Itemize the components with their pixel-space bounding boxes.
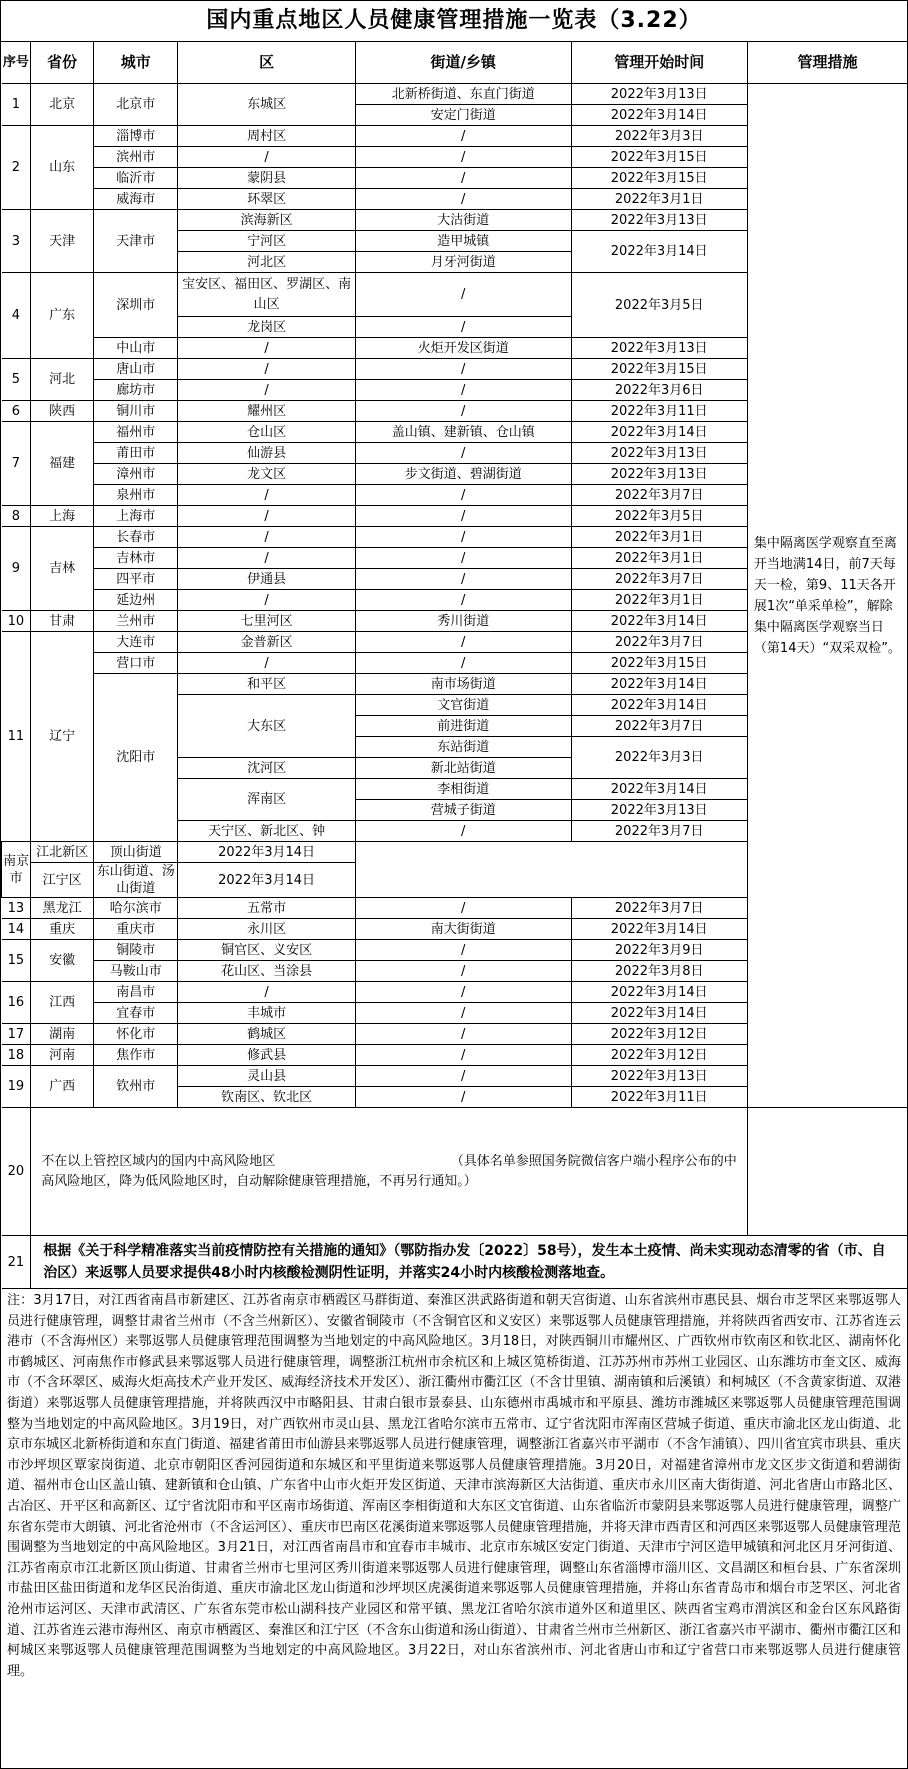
cell-date: 2022年3月13日 bbox=[571, 464, 747, 485]
cell-dist: 仙游县 bbox=[178, 443, 356, 464]
cell-street: / bbox=[355, 1066, 571, 1087]
cell-dist: 龙岗区 bbox=[178, 317, 356, 338]
cell-date: 2022年3月14日 bbox=[571, 779, 747, 800]
cell-street: / bbox=[355, 273, 571, 317]
cell-dist: / bbox=[178, 338, 356, 359]
cell-date: 2022年3月5日 bbox=[571, 506, 747, 527]
cell-prov: 重庆 bbox=[31, 919, 94, 940]
cell-dist: 鹤城区 bbox=[178, 1024, 356, 1045]
cell-prov: 甘肃 bbox=[31, 611, 94, 632]
cell-dist: 仓山区 bbox=[178, 422, 356, 443]
cell-date: 2022年3月14日 bbox=[571, 695, 747, 716]
row-20-text: 不在以上管控区域内的国内中高风险地区 （具体名单参照国务院微信客户端小程序公布的中高风险地区，降为低风险地区时，自动解除健康管理措施，不再另行通知。） bbox=[31, 1108, 748, 1236]
cell-prov: 天津 bbox=[31, 210, 94, 273]
cell-date: 2022年3月6日 bbox=[571, 380, 747, 401]
header-no: 序号 bbox=[2, 42, 31, 84]
cell-dist: 大东区 bbox=[178, 695, 356, 758]
cell-dist: 沈河区 bbox=[178, 758, 356, 779]
header-measure: 管理措施 bbox=[747, 42, 907, 84]
cell-street: 新北站街道 bbox=[355, 758, 571, 779]
header-start-date: 管理开始时间 bbox=[571, 42, 747, 84]
cell-date: 2022年3月14日 bbox=[571, 982, 747, 1003]
cell-dist: 蒙阴县 bbox=[178, 168, 356, 189]
cell-city: 吉林市 bbox=[94, 548, 178, 569]
cell-city: 中山市 bbox=[94, 338, 178, 359]
cell-no: 8 bbox=[2, 506, 31, 527]
cell-dist: 宁河区 bbox=[178, 231, 356, 252]
cell-city: 漳州市 bbox=[94, 464, 178, 485]
cell-date: 2022年3月15日 bbox=[571, 147, 747, 168]
cell-city: 临沂市 bbox=[94, 168, 178, 189]
cell-dist: 五常市 bbox=[178, 898, 356, 919]
cell-date: 2022年3月7日 bbox=[571, 632, 747, 653]
table-body bbox=[2, 84, 908, 1108]
cell-date: 2022年3月9日 bbox=[571, 940, 747, 961]
cell-street: / bbox=[355, 1003, 571, 1024]
cell-street: / bbox=[355, 940, 571, 961]
cell-street: 盖山镇、建新镇、仓山镇 bbox=[355, 422, 571, 443]
cell-street: / bbox=[355, 443, 571, 464]
cell-date: 2022年3月7日 bbox=[571, 898, 747, 919]
cell-city: 哈尔滨市 bbox=[94, 898, 178, 919]
cell-street: 李相街道 bbox=[355, 779, 571, 800]
cell-city: 铜川市 bbox=[94, 401, 178, 422]
header-street: 街道/乡镇 bbox=[355, 42, 571, 84]
cell-city: 南昌市 bbox=[94, 982, 178, 1003]
cell-date: 2022年3月13日 bbox=[571, 210, 747, 231]
cell-dist: 和平区 bbox=[178, 674, 356, 695]
cell-dist: / bbox=[178, 527, 356, 548]
page-title: 国内重点地区人员健康管理措施一览表（3.22） bbox=[1, 1, 907, 42]
cell-dist: / bbox=[178, 485, 356, 506]
cell-street: / bbox=[355, 982, 571, 1003]
cell-dist: 铜官区、义安区 bbox=[178, 940, 356, 961]
cell-date: 2022年3月1日 bbox=[571, 189, 747, 210]
cell-dist: / bbox=[178, 147, 356, 168]
cell-dist: / bbox=[178, 590, 356, 611]
cell-city: 重庆市 bbox=[94, 919, 178, 940]
cell-prov: 北京 bbox=[31, 84, 94, 126]
cell-dist: 浑南区 bbox=[178, 779, 356, 821]
cell-dist: 花山区、当涂县 bbox=[178, 961, 356, 982]
cell-date: 2022年3月1日 bbox=[571, 548, 747, 569]
cell-date: 2022年3月15日 bbox=[571, 653, 747, 674]
cell-no: 4 bbox=[2, 273, 31, 359]
cell-street: / bbox=[355, 168, 571, 189]
cell-street: / bbox=[355, 898, 571, 919]
cell-date: 2022年3月5日 bbox=[571, 273, 747, 338]
cell-no: 16 bbox=[2, 982, 31, 1024]
cell-no: 3 bbox=[2, 210, 31, 273]
cell-street: 东站街道 bbox=[355, 737, 571, 758]
cell-date: 2022年3月13日 bbox=[571, 800, 747, 821]
cell-dist: 金普新区 bbox=[178, 632, 356, 653]
cell-street: 安定门街道 bbox=[355, 105, 571, 126]
cell-no: 5 bbox=[2, 359, 31, 401]
table-row bbox=[2, 84, 908, 105]
cell-dist: 河北区 bbox=[178, 252, 356, 273]
cell-city: 兰州市 bbox=[94, 611, 178, 632]
health-management-table bbox=[1, 42, 907, 1289]
cell-date: 2022年3月3日 bbox=[571, 737, 747, 779]
cell-prov: 广东 bbox=[31, 273, 94, 359]
cell-date: 2022年3月13日 bbox=[571, 1066, 747, 1087]
cell-date: 2022年3月7日 bbox=[571, 569, 747, 590]
cell-street: / bbox=[355, 1087, 571, 1108]
row-20-no: 20 bbox=[2, 1108, 31, 1236]
cell-street: 营城子街道 bbox=[355, 800, 571, 821]
cell-city: 宜春市 bbox=[94, 1003, 178, 1024]
cell-street: / bbox=[355, 126, 571, 147]
cell-street: / bbox=[355, 569, 571, 590]
cell-city: 延边州 bbox=[94, 590, 178, 611]
cell-date: 2022年3月14日 bbox=[571, 919, 747, 940]
cell-date: 2022年3月7日 bbox=[571, 485, 747, 506]
cell-no: 1 bbox=[2, 84, 31, 126]
cell-dist: / bbox=[178, 359, 356, 380]
cell-date: 2022年3月7日 bbox=[571, 821, 747, 842]
cell-city: 深圳市 bbox=[94, 273, 178, 338]
cell-date: 2022年3月8日 bbox=[571, 961, 747, 982]
cell-city: 钦州市 bbox=[94, 1066, 178, 1108]
cell-prov: 黑龙江 bbox=[31, 898, 94, 919]
row-21-text: 根据《关于科学精准落实当前疫情防控有关措施的通知》（鄂防指办发〔2022〕58号），发生本土疫情、尚未实现动态清零的省（市、自治区）来返鄂人员要求提供48小时内核酸检测阴性证明，并落实24小时内核酸检测落地查。 bbox=[31, 1236, 907, 1289]
cell-prov: 广西 bbox=[31, 1066, 94, 1108]
cell-street: 顶山街道 bbox=[94, 842, 178, 863]
cell-date: 2022年3月14日 bbox=[178, 842, 356, 863]
cell-city: 上海市 bbox=[94, 506, 178, 527]
cell-city: 营口市 bbox=[94, 653, 178, 674]
cell-date: 2022年3月11日 bbox=[571, 401, 747, 422]
cell-no: 2 bbox=[2, 126, 31, 210]
table-row-21 bbox=[2, 1236, 908, 1289]
cell-city: 焦作市 bbox=[94, 1045, 178, 1066]
header-city: 城市 bbox=[94, 42, 178, 84]
cell-city: 廊坊市 bbox=[94, 380, 178, 401]
cell-street: / bbox=[355, 506, 571, 527]
cell-dist: / bbox=[178, 380, 356, 401]
cell-street: 火炬开发区街道 bbox=[355, 338, 571, 359]
cell-date: 2022年3月14日 bbox=[571, 105, 747, 126]
cell-city: 长春市 bbox=[94, 527, 178, 548]
cell-street: 东山街道、汤山街道 bbox=[94, 863, 178, 898]
cell-date: 2022年3月13日 bbox=[571, 338, 747, 359]
cell-prov: 吉林 bbox=[31, 527, 94, 611]
cell-street: / bbox=[355, 821, 571, 842]
cell-date: 2022年3月14日 bbox=[571, 422, 747, 443]
cell-dist: / bbox=[178, 548, 356, 569]
cell-city: 莆田市 bbox=[94, 443, 178, 464]
cell-dist: 东城区 bbox=[178, 84, 356, 126]
cell-street: / bbox=[355, 527, 571, 548]
cell-street: 文官街道 bbox=[355, 695, 571, 716]
row-21-no: 21 bbox=[2, 1236, 31, 1289]
cell-street: / bbox=[355, 1045, 571, 1066]
cell-prov: 河北 bbox=[31, 359, 94, 401]
cell-dist: 周村区 bbox=[178, 126, 356, 147]
cell-prov: 江西 bbox=[31, 982, 94, 1024]
cell-street: / bbox=[355, 485, 571, 506]
cell-dist: 七里河区 bbox=[178, 611, 356, 632]
cell-city: 淄博市 bbox=[94, 126, 178, 147]
footnote: 注：3月17日，对江西省南昌市新建区、江苏省南京市栖霞区马群街道、秦淮区洪武路街道和朝天宫街道、山东省滨州市惠民县、烟台市芝罘区来鄂返鄂人员进行健康管理，调整甘肃省兰州市（不含兰州新区）、安徽省铜陵市（不含铜官区和义安区）来鄂返鄂人员健康管理措施，并将陕西省西安市、江苏省连云港市（不含海州区）来鄂返鄂人员健康管理范围调整为当地划定的中高风险地区。3月18日，对陕西铜川市耀州区、广西钦州市钦南区和钦北区、湖南怀化市鹤城区、河南焦作市修武县来鄂返鄂人员进行健康管理，调整浙江杭州市余杭区和上城区笕桥街道、江苏苏州市苏州工业园区、山东潍坊市奎文区、威海市（不含环翠区、威海火炬高技术产业开发区、威海经济技术开发区）、浙江衢州市衢江区（不含廿里镇、湖南镇和后溪镇）和柯城区（不含黄家街道、双港街道）来鄂返鄂人员健康管理措施，并将陕西汉中市略阳县、甘肃白银市景泰县、山东德州市禹城市和平原县、潍坊市潍城区来鄂返鄂人员健康管理范围调整为当地划定的中高风险地区。3月19日，对广西钦州市灵山县、黑龙江省哈尔滨市五常市、辽宁省沈阳市浑南区营城子街道、重庆市渝北区龙山街道、北京市东城区北新桥街道和东直门街道、福建省莆田市仙游县来鄂返鄂人员进行健康管理，调整浙江省嘉兴市平湖市（不含乍浦镇）、四川省宜宾市珙县、重庆市沙坪坝区覃家岗街道、北京市朝阳区香河园街道和东城区和平里街道来鄂返鄂人员健康管理措施。3月20日，对福建省漳州市龙文区步文街道和碧湖街道、福州市仓山区盖山镇、建新镇和仓山镇、广东省中山市火炬开发区街道、天津市滨海新区大沽街道、重庆市永川区南大街街道、河北省唐山市路北区、古冶区、开平区和高新区、辽宁省沈阳市和平区南市场街道、浑南区李相街道和大东区文官街道、山东省临沂市蒙阴县来鄂返鄂人员进行健康管理，调整广东省东莞市大朗镇、河北省沧州市（不含运河区）、重庆市巴南区花溪街道来鄂返鄂人员健康管理措施，并将天津市西青区和河西区来鄂返鄂人员健康管理范围调整为当地划定的中高风险地区。3月21日，对江西省南昌市和宜春市丰城市、北京市东城区安定门街道、天津市宁河区造甲城镇和河北区月牙河街道、江苏省南京市江北新区顶山街道、甘肃省兰州市七里河区秀川街道来鄂返鄂人员进行健康管理，调整山东省淄博市淄川区、文昌湖区和桓台县、广东省深圳市盐田区盐田街道和龙华区民治街道、重庆市渝北区龙山街道和沙坪坝区虎溪街道来鄂返鄂人员健康管理措施，并将山东省青岛市和烟台市芝罘区、河北省沧州市运河区、天津市武清区、广东省东莞市松山湖科技产业园区和常平镇、黑龙江省哈尔滨市道外区和道里区、陕西省宝鸡市渭滨区和金台区东风路街道、江苏省连云港市海州区、南京市栖霞区、秦淮区和江宁区（不含东山街道和汤山街道）、甘肃省兰州市兰州新区、浙江省嘉兴市平湖市、衢州市衢江区和柯城区来鄂返鄂人员健康管理范围调整为当地划定的中高风险地区。3月22日，对山东省滨州市、河北省唐山市和辽宁省营口市来鄂返鄂人员进行健康管理。 bbox=[7, 1293, 901, 1679]
cell-city: 唐山市 bbox=[94, 359, 178, 380]
table-row-20 bbox=[2, 1108, 908, 1236]
cell-street: / bbox=[355, 147, 571, 168]
cell-street: / bbox=[355, 401, 571, 422]
cell-no: 19 bbox=[2, 1066, 31, 1108]
cell-no: 18 bbox=[2, 1045, 31, 1066]
cell-dist: 伊通县 bbox=[178, 569, 356, 590]
cell-dist: 宝安区、福田区、罗湖区、南山区 bbox=[178, 273, 356, 317]
cell-city: 沈阳市 bbox=[94, 674, 178, 842]
cell-no: 7 bbox=[2, 422, 31, 506]
cell-no: 14 bbox=[2, 919, 31, 940]
cell-prov: 辽宁 bbox=[31, 632, 94, 842]
cell-date: 2022年3月3日 bbox=[571, 126, 747, 147]
cell-no: 10 bbox=[2, 611, 31, 632]
cell-city: 四平市 bbox=[94, 569, 178, 590]
cell-date: 2022年3月14日 bbox=[571, 611, 747, 632]
measure-cell: 集中隔离医学观察直至离开当地满14日，前7天每天一检，第9、11天各开展1次“单采单检”，解除集中隔离医学观察当日（第14天）“双采双检”。 bbox=[747, 84, 907, 1108]
cell-street: 造甲城镇 bbox=[355, 231, 571, 252]
cell-street: / bbox=[355, 590, 571, 611]
cell-dist: 江宁区 bbox=[31, 863, 94, 898]
cell-dist: 丰城市 bbox=[178, 1003, 356, 1024]
cell-dist: 修武县 bbox=[178, 1045, 356, 1066]
cell-street: 大沽街道 bbox=[355, 210, 571, 231]
cell-prov: 安徽 bbox=[31, 940, 94, 982]
cell-no: 17 bbox=[2, 1024, 31, 1045]
cell-dist: / bbox=[178, 982, 356, 1003]
cell-dist: 环翠区 bbox=[178, 189, 356, 210]
cell-street: / bbox=[355, 359, 571, 380]
cell-city: 怀化市 bbox=[94, 1024, 178, 1045]
cell-date: 2022年3月14日 bbox=[178, 863, 356, 898]
cell-date: 2022年3月11日 bbox=[571, 1087, 747, 1108]
cell-city: 滨州市 bbox=[94, 147, 178, 168]
cell-prov: 福建 bbox=[31, 422, 94, 506]
row-20-measure-blank bbox=[747, 1108, 907, 1236]
cell-no: 9 bbox=[2, 527, 31, 611]
cell-date: 2022年3月14日 bbox=[571, 674, 747, 695]
cell-date: 2022年3月12日 bbox=[571, 1045, 747, 1066]
cell-city: 铜陵市 bbox=[94, 940, 178, 961]
cell-dist: / bbox=[178, 653, 356, 674]
cell-date: 2022年3月15日 bbox=[571, 168, 747, 189]
cell-street: / bbox=[355, 317, 571, 338]
cell-street: / bbox=[355, 653, 571, 674]
cell-street: / bbox=[355, 961, 571, 982]
cell-date: 2022年3月7日 bbox=[571, 716, 747, 737]
cell-no: 6 bbox=[2, 401, 31, 422]
cell-prov: 山东 bbox=[31, 126, 94, 210]
cell-date: 2022年3月1日 bbox=[571, 527, 747, 548]
cell-date: 2022年3月14日 bbox=[571, 1003, 747, 1024]
cell-street: / bbox=[355, 632, 571, 653]
header-row bbox=[2, 42, 908, 84]
cell-city: 威海市 bbox=[94, 189, 178, 210]
cell-dist: / bbox=[178, 506, 356, 527]
cell-street: / bbox=[355, 1024, 571, 1045]
cell-date: 2022年3月13日 bbox=[571, 443, 747, 464]
cell-city: 北京市 bbox=[94, 84, 178, 126]
cell-city: 马鞍山市 bbox=[94, 961, 178, 982]
cell-street: 北新桥街道、东直门街道 bbox=[355, 84, 571, 105]
cell-city: 大连市 bbox=[94, 632, 178, 653]
cell-prov: 上海 bbox=[31, 506, 94, 527]
cell-no: 15 bbox=[2, 940, 31, 982]
cell-city: 南京市 bbox=[2, 842, 31, 898]
cell-dist: 天宁区、新北区、钟 bbox=[178, 821, 356, 842]
cell-street: 步文街道、碧湖街道 bbox=[355, 464, 571, 485]
header-district: 区 bbox=[178, 42, 356, 84]
cell-prov: 河南 bbox=[31, 1045, 94, 1066]
cell-street: 南大街街道 bbox=[355, 919, 571, 940]
cell-date: 2022年3月1日 bbox=[571, 590, 747, 611]
cell-street: / bbox=[355, 380, 571, 401]
cell-prov: 陕西 bbox=[31, 401, 94, 422]
cell-city: 天津市 bbox=[94, 210, 178, 273]
cell-date: 2022年3月15日 bbox=[571, 359, 747, 380]
cell-no: 11 bbox=[2, 632, 31, 842]
cell-prov: 湖南 bbox=[31, 1024, 94, 1045]
cell-date: 2022年3月13日 bbox=[571, 84, 747, 105]
cell-dist: 滨海新区 bbox=[178, 210, 356, 231]
cell-no: 13 bbox=[2, 898, 31, 919]
cell-street: / bbox=[355, 548, 571, 569]
cell-city: 福州市 bbox=[94, 422, 178, 443]
cell-street: 前进街道 bbox=[355, 716, 571, 737]
cell-street: 南市场街道 bbox=[355, 674, 571, 695]
cell-city: 泉州市 bbox=[94, 485, 178, 506]
cell-dist: 龙文区 bbox=[178, 464, 356, 485]
cell-date: 2022年3月12日 bbox=[571, 1024, 747, 1045]
cell-dist: 耀州区 bbox=[178, 401, 356, 422]
cell-dist: 永川区 bbox=[178, 919, 356, 940]
cell-dist: 钦南区、钦北区 bbox=[178, 1087, 356, 1108]
cell-street: / bbox=[355, 189, 571, 210]
cell-street: 月牙河街道 bbox=[355, 252, 571, 273]
header-province: 省份 bbox=[31, 42, 94, 84]
cell-dist: 灵山县 bbox=[178, 1066, 356, 1087]
cell-date: 2022年3月14日 bbox=[571, 231, 747, 273]
cell-street: 秀川街道 bbox=[355, 611, 571, 632]
cell-dist: 江北新区 bbox=[31, 842, 94, 863]
